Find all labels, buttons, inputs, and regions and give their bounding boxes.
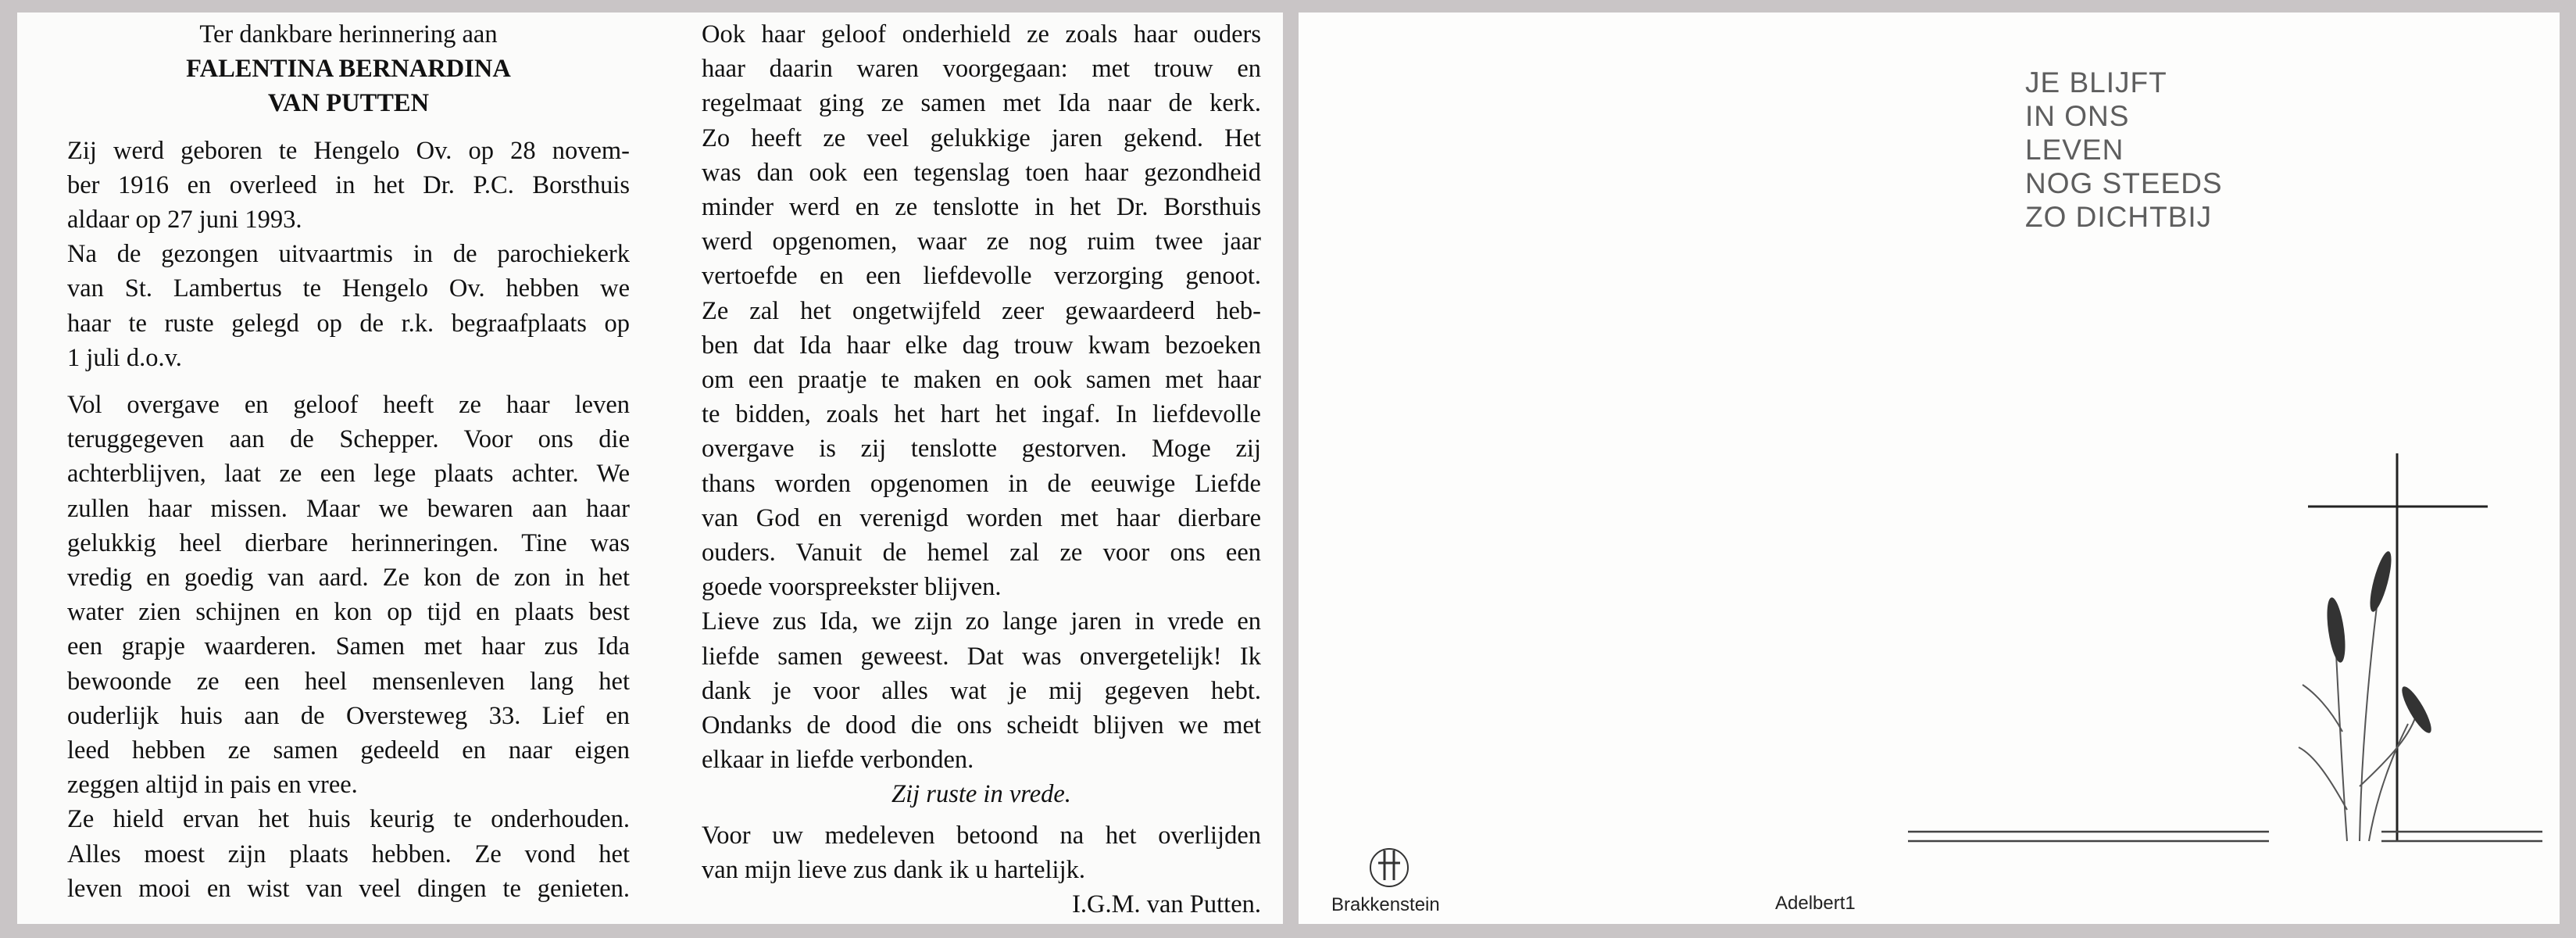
memorial-card-cover-side bbox=[1299, 13, 2560, 924]
memorial-card-text-side bbox=[17, 13, 1283, 924]
paragraph-birth-death bbox=[67, 134, 630, 375]
text-line: ouders. Vanuit de hemel zal ze voor ons een bbox=[702, 539, 1261, 567]
text-line: teruggegeven aan de Schepper. Voor ons die bbox=[67, 425, 630, 454]
text-line: regelmaat ging ze samen met Ida naar de kerk. bbox=[702, 89, 1261, 118]
poem-line: ZO DICHTBIJ bbox=[2025, 201, 2213, 233]
text-line: Lieve zus Ida, we zijn zo lange jaren in vrede en bbox=[702, 607, 1261, 636]
poem-line: JE BLIJFT bbox=[2025, 66, 2167, 98]
signature: I.G.M. van Putten. bbox=[1072, 890, 1261, 919]
intro-line: Ter dankbare herinnering aan bbox=[199, 20, 498, 48]
wheat-ears bbox=[2324, 550, 2436, 736]
poem-line: NOG STEEDS bbox=[2025, 167, 2223, 199]
poem-line: LEVEN bbox=[2025, 134, 2124, 166]
text-line: vredig en goedig van aard. Ze kon de zon in het bbox=[67, 564, 630, 593]
deceased-name-line2: VAN PUTTEN bbox=[267, 89, 430, 118]
text-line: liefde samen geweest. Dat was onvergetelijk! Ik bbox=[702, 642, 1261, 671]
paragraph-life bbox=[67, 388, 630, 906]
rest-in-peace-line: Zij ruste in vrede. bbox=[891, 780, 1071, 809]
text-line: van St. Lambertus te Hengelo Ov. hebben we bbox=[67, 274, 630, 303]
text-line: overgave is zij tenslotte gestorven. Moge zij bbox=[702, 435, 1261, 464]
text-line: thans worden opgenomen in de eeuwige Liefde bbox=[702, 469, 1261, 498]
text-line: leed hebben ze samen gedeeld en naar eigen bbox=[67, 736, 630, 765]
text-line: zullen haar missen. Maar we bewaren aan haar bbox=[67, 494, 630, 523]
text-line: was dan ook een tegenslag toen haar gezondheid bbox=[702, 158, 1261, 187]
text-line: Ze hield ervan het huis keurig te onderhouden. bbox=[67, 805, 630, 834]
card-model-code: Adelbert1 bbox=[1775, 893, 1856, 914]
ground-lines bbox=[1908, 832, 2542, 841]
text-line: Zo heeft ze veel gelukkige jaren gekend. Het bbox=[702, 124, 1261, 152]
text-line: ouderlijk huis aan de Oversteweg 33. Lief en bbox=[67, 701, 630, 730]
text-line: achterblijven, laat ze een lege plaats achter. We bbox=[67, 460, 630, 489]
text-line: Vol overgave en geloof heeft ze haar leven bbox=[67, 391, 630, 420]
publisher-name: Brakkenstein bbox=[1331, 894, 1440, 915]
text-line: ber 1916 en overleed in het Dr. P.C. Borsthuis bbox=[67, 170, 630, 199]
text-line: elkaar in liefde verbonden. bbox=[702, 746, 974, 775]
text-line: Alles moest zijn plaats hebben. Ze vond het bbox=[67, 840, 630, 868]
text-line: water zien schijnen en kon op tijd en plaats best bbox=[67, 598, 630, 627]
text-line: om een praatje te maken en ook samen met haar bbox=[702, 366, 1261, 395]
paragraph-faith bbox=[702, 17, 1261, 777]
text-line: goede voorspreekster blijven. bbox=[702, 573, 1002, 602]
text-line: van mijn lieve zus dank ik u hartelijk. bbox=[702, 855, 1085, 884]
text-line: zeggen altijd in pais en vree. bbox=[67, 771, 358, 800]
text-line: Ondanks de dood die ons scheidt blijven we met bbox=[702, 711, 1261, 740]
text-line: te bidden, zoals het hart het ingaf. In liefdevolle bbox=[702, 400, 1261, 429]
poem bbox=[2025, 66, 2223, 234]
text-line: Ze zal het ongetwijfeld zeer gewaardeerd heb- bbox=[702, 296, 1261, 325]
text-line: haar daarin waren voorgegaan: met trouw en bbox=[702, 55, 1261, 84]
text-line: leven mooi en wist van veel dingen te genieten. bbox=[67, 874, 630, 903]
cross-and-wheat-illustration bbox=[1908, 435, 2549, 857]
text-line: bewoonde ze een heel mensenleven lang het bbox=[67, 667, 630, 696]
text-line: Ook haar geloof onderhield ze zoals haar ouders bbox=[702, 20, 1261, 48]
poem-line: IN ONS bbox=[2025, 100, 2130, 132]
text-line: vertoefde en een liefdevolle verzorging genoot. bbox=[702, 262, 1261, 291]
text-line: haar te ruste gelegd op de r.k. begraafplaats op bbox=[67, 309, 630, 338]
text-line: dank je voor alles wat je mij gegeven hebt. bbox=[702, 676, 1261, 705]
text-line: 1 juli d.o.v. bbox=[67, 343, 182, 372]
text-line: aldaar op 27 juni 1993. bbox=[67, 206, 302, 234]
text-line: Na de gezongen uitvaartmis in de parochiekerk bbox=[67, 240, 630, 269]
text-line: Zij werd geboren te Hengelo Ov. op 28 novem- bbox=[67, 136, 630, 165]
text-line: werd opgenomen, waar ze nog ruim twee jaar bbox=[702, 227, 1261, 256]
text-column-left bbox=[67, 17, 630, 906]
text-line: een grapje waarderen. Samen met haar zus Ida bbox=[67, 632, 630, 661]
text-column-right bbox=[702, 17, 1261, 922]
brakkenstein-logo-icon bbox=[1364, 844, 1414, 891]
text-line: van God en verenigd worden met haar dierbare bbox=[702, 503, 1261, 532]
thanks-paragraph bbox=[702, 818, 1261, 887]
text-line: ben dat Ida haar elke dag trouw kwam bezoeken bbox=[702, 331, 1261, 360]
text-line: Voor uw medeleven betoond na het overlijden bbox=[702, 821, 1261, 850]
deceased-name-line1: FALENTINA BERNARDINA bbox=[186, 55, 511, 84]
text-line: gelukkig heel dierbare herinneringen. Tine was bbox=[67, 528, 630, 557]
text-line: minder werd en ze tenslotte in het Dr. Borsthuis bbox=[702, 193, 1261, 222]
